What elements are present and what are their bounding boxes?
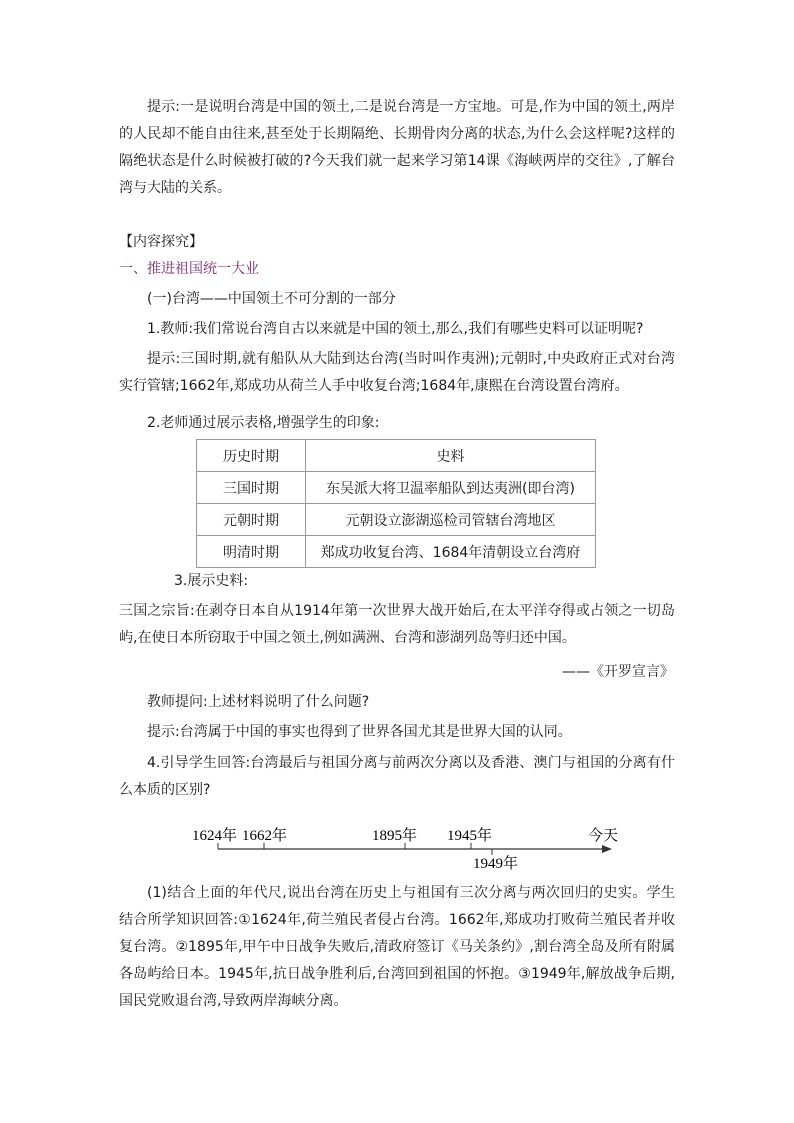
timeline-label: 今天 (588, 828, 619, 844)
subheading: (一)台湾——中国领土不可分割的一部分 (147, 291, 396, 307)
timeline-label: 1624年 (192, 828, 238, 844)
timeline-label: 1895年 (372, 828, 418, 844)
question-3: 3.展示史料: (174, 573, 249, 589)
table-cell-source: 东吴派大将卫温率船队到达夷洲(即台湾) (306, 472, 596, 504)
question-4: 4.引导学生回答:台湾最后与祖国分离与前两次分离以及香港、澳门与祖国的分离有什么本质的区别? (119, 755, 675, 798)
table-cell-source: 郑成功收复台湾、1684年清朝设立台湾府 (306, 536, 596, 568)
timeline-label: 1662年 (242, 828, 288, 844)
teacher-answer: 提示:台湾属于中国的事实也得到了世界各国尤其是世界大国的认同。 (147, 724, 572, 740)
history-table (196, 439, 596, 568)
table-row (197, 472, 596, 504)
heading-1: 一、推进祖国统一大业 (119, 261, 259, 277)
table-cell-period: 三国时期 (197, 472, 306, 504)
table-header-period: 历史时期 (197, 440, 306, 472)
table-cell-period: 元朝时期 (197, 504, 306, 536)
intro-paragraph: 提示:一是说明台湾是中国的领土,二是说台湾是一方宝地。可是,作为中国的领土,两岸的人民却不能自由往来,甚至处于长期隔绝、长期骨肉分离的状态,为什么会这样呢?这样的隔绝状态是什么时候被打破的?今天我们就一起来学习第14课《海峡两岸的交往》,了解台湾与大陆的关系。 (119, 99, 675, 196)
timeline-arrow-icon (602, 845, 612, 853)
answer-paragraph: (1)结合上面的年代尺,说出台湾在历史上与祖国有三次分离与两次回归的史实。学生结合所学知识回答:①1624年,荷兰殖民者侵占台湾。1662年,郑成功打败荷兰殖民者并收复台湾。②1895年,甲午中日战争失败后,清政府签订《马关条约》,割台湾全岛及所有附属各岛屿给日本。1945年,抗日战争胜利后,台湾回到祖国的怀抱。③1949年,解放战争后期,国民党败退台湾,导致两岸海峡分离。 (119, 885, 675, 1009)
question-2: 2.老师通过展示表格,增强学生的印象: (147, 415, 380, 431)
section-label: 【内容探究】 (119, 234, 203, 250)
table-row (197, 504, 596, 536)
table-row (197, 536, 596, 568)
quote-source: ——《开罗宣言》 (562, 664, 674, 680)
answer-1: 提示:三国时期,就有船队从大陆到达台湾(当时叫作夷洲);元朝时,中央政府正式对台湾实行管辖;1662年,郑成功从荷兰人手中收复台湾;1684年,康熙在台湾设置台湾府。 (119, 351, 675, 394)
timeline-ruler (180, 822, 630, 872)
quote-paragraph: 三国之宗旨:在剥夺日本自从1914年第一次世界大战开始后,在太平洋夺得或占领之一切岛屿,在使日本所窃取于中国之领土,例如满洲、台湾和澎湖列岛等归还中国。 (119, 603, 675, 646)
timeline-label: 1949年 (473, 856, 519, 872)
teacher-question: 教师提问:上述材料说明了什么问题? (147, 694, 370, 710)
table-header-row (197, 440, 596, 472)
timeline-label: 1945年 (447, 828, 493, 844)
table-cell-source: 元朝设立澎湖巡检司管辖台湾地区 (306, 504, 596, 536)
table-header-source: 史料 (306, 440, 596, 472)
question-1: 1.教师:我们常说台湾自古以来就是中国的领土,那么,我们有哪些史料可以证明呢? (147, 321, 644, 337)
table-cell-period: 明清时期 (197, 536, 306, 568)
